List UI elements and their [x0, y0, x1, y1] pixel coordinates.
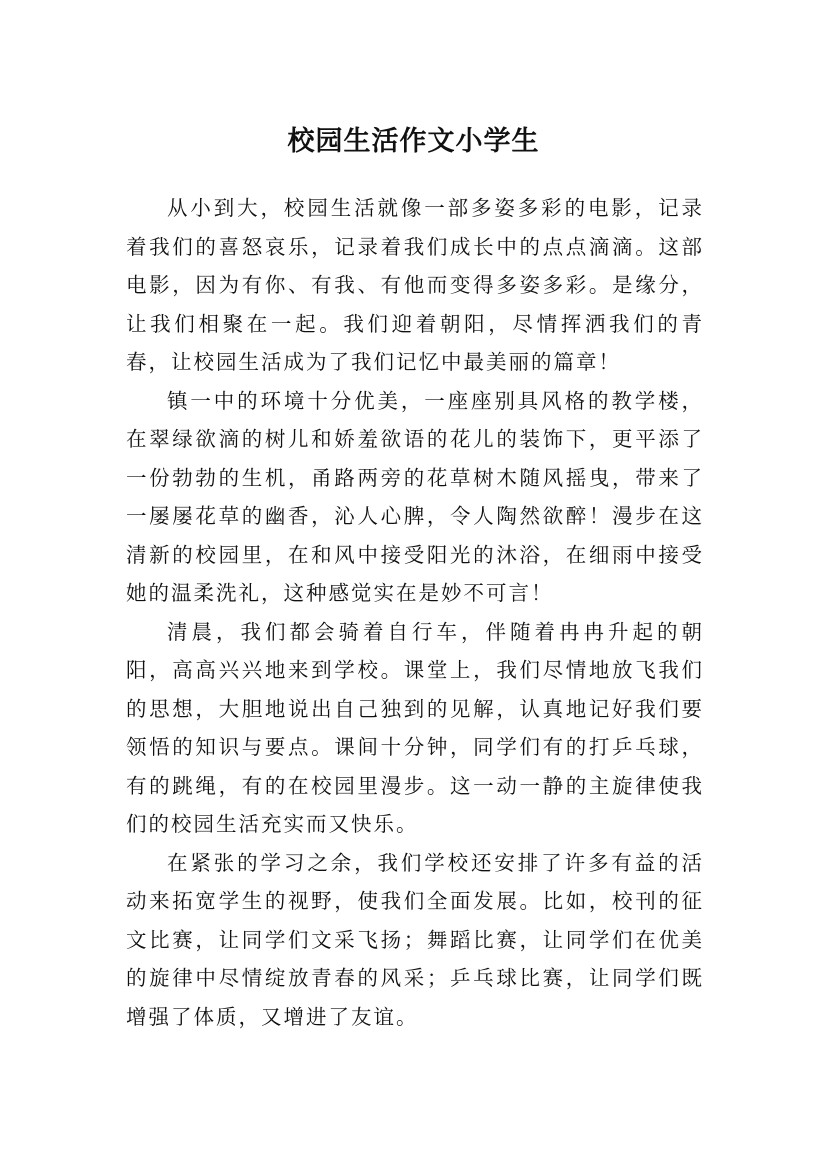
- paragraph-3: 清晨，我们都会骑着自行车，伴随着冉冉升起的朝阳，高高兴兴地来到学校。课堂上，我们尽情地放飞我们的思想，大胆地说出自己独到的见解，认真地记好我们要领悟的知识与要点。课间十分钟，同学们有的打乒乓球，有的跳绳，有的在校园里漫步。这一动一静的主旋律使我们的校园生活充实而又快乐。: [126, 619, 704, 836]
- paragraph-4: 在紧张的学习之余，我们学校还安排了许多有益的活动来拓宽学生的视野，使我们全面发展。比如，校刊的征文比赛，让同学们文采飞扬；舞蹈比赛，让同学们在优美的旋律中尽情绽放青春的风采；乒乓球比赛，让同学们既增强了体质，又增进了友谊。: [126, 850, 704, 1029]
- paragraph-1: 从小到大，校园生活就像一部多姿多彩的电影，记录着我们的喜怒哀乐，记录着我们成长中的点点滴滴。这部电影，因为有你、有我、有他而变得多姿多彩。是缘分，让我们相聚在一起。我们迎着朝阳，尽情挥洒我们的青春，让校园生活成为了我们记忆中最美丽的篇章！: [126, 196, 704, 374]
- document-body: [126, 189, 704, 1036]
- paragraph-2: 镇一中的环境十分优美，一座座别具风格的教学楼，在翠绿欲滴的树儿和娇羞欲语的花儿的装饰下，更平添了一份勃勃的生机，甬路两旁的花草树木随风摇曳，带来了一屡屡花草的幽香，沁人心脾，令人陶然欲醉！漫步在这清新的校园里，在和风中接受阳光的沐浴，在细雨中接受她的温柔洗礼，这种感觉实在是妙不可言！: [126, 388, 704, 605]
- document-title: 校园生活作文小学生: [287, 126, 540, 158]
